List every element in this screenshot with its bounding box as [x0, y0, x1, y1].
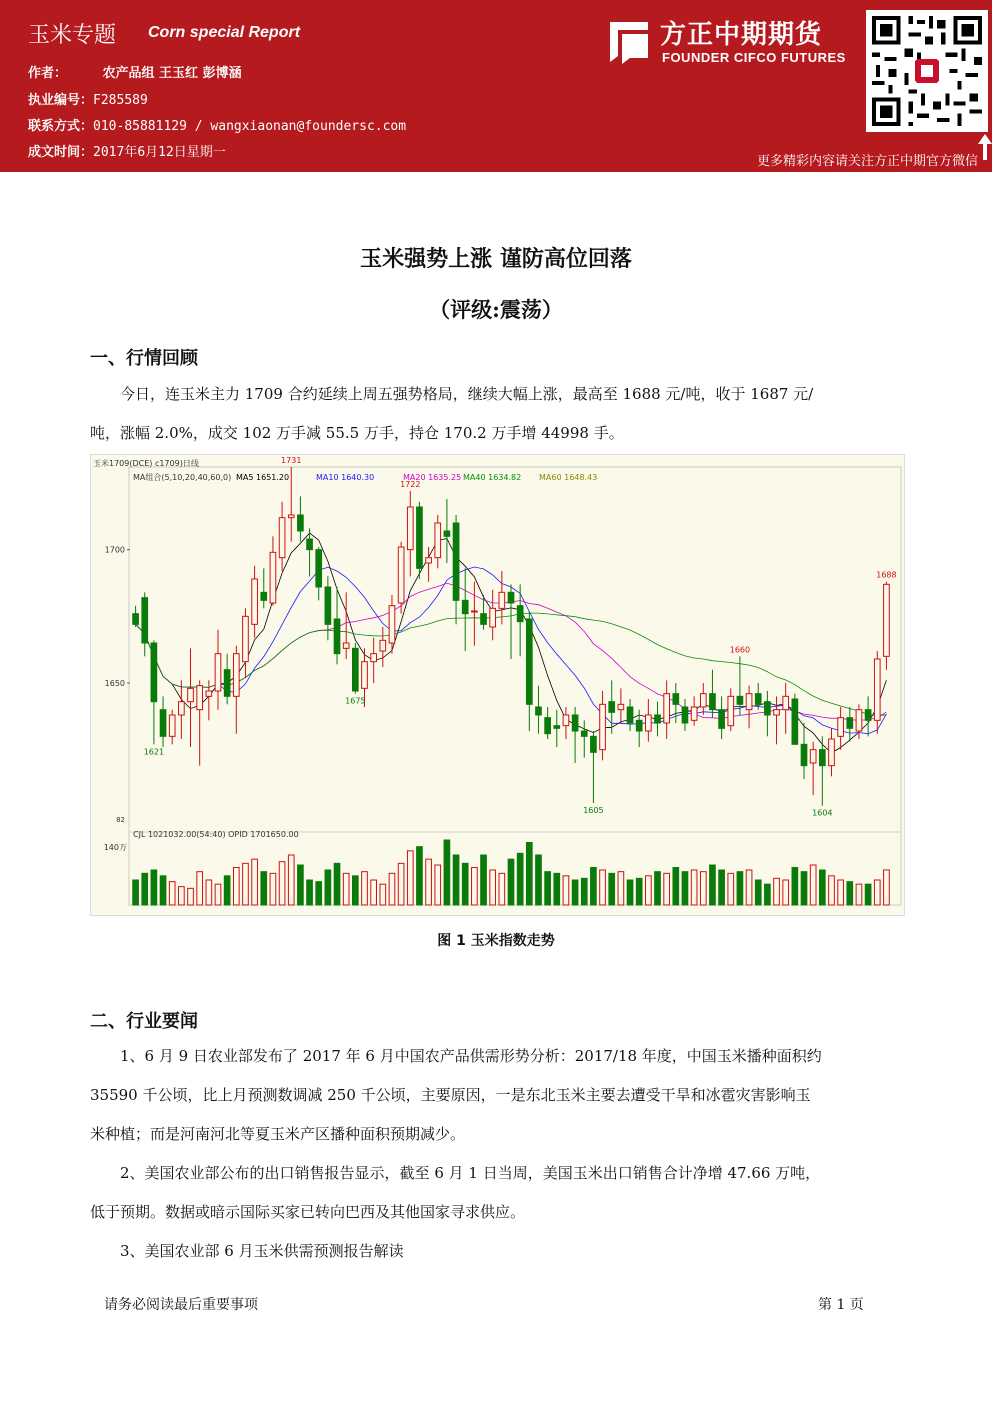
ma-legend-item: MA60 1648.43: [539, 473, 598, 482]
candle-down: [710, 694, 716, 710]
section-heading-industry-news: 二、行业要闻: [90, 1011, 198, 1032]
candle-up: [563, 715, 569, 726]
follow-wechat-text: 更多精彩内容请关注方正中期官方微信: [756, 154, 978, 169]
candle-down: [581, 731, 587, 736]
candle-up: [270, 552, 276, 603]
volume-bar: [810, 865, 816, 905]
candle-down: [765, 702, 771, 715]
candle-down: [417, 507, 423, 568]
author-value: 农产品组 王玉红 彭博涵: [102, 66, 242, 81]
company-logo: [600, 12, 860, 68]
news-1-line-2: 35590 千公顷，比上月预测数调减 250 千公顷，主要原因，一是东北玉米主要去遭受干旱和冰雹灾害影响玉: [90, 1086, 811, 1104]
candle-down: [572, 715, 578, 731]
volume-bar: [472, 868, 478, 906]
candle-down: [298, 515, 304, 531]
volume-bar: [343, 873, 349, 905]
volume-bar: [298, 865, 304, 905]
news-item-1: [90, 1037, 902, 1154]
candle-up: [188, 688, 194, 701]
ma-legend-item: MA40 1634.82: [463, 473, 522, 482]
candle-down: [609, 702, 615, 713]
author-row: [28, 62, 242, 81]
volume-bar: [288, 855, 294, 905]
candle-down: [151, 643, 157, 702]
candle-up: [646, 715, 652, 731]
candle-up: [856, 710, 862, 731]
candle-up: [362, 662, 368, 689]
volume-bar: [426, 859, 432, 905]
candle-down: [801, 744, 807, 765]
candle-up: [829, 739, 835, 766]
candle-down: [545, 718, 551, 734]
volume-bar: [481, 855, 487, 905]
volume-bar: [499, 873, 505, 905]
candle-down: [508, 592, 514, 603]
news-2-line-2: 低于预期。数据或暗示国际买家已转向巴西及其他国家寻求供应。: [90, 1203, 526, 1221]
candle-up: [398, 547, 404, 603]
candle-down: [462, 600, 468, 613]
candle-up: [169, 715, 175, 736]
volume-bar: [691, 870, 697, 905]
chart-status-text: CJL 1021032.00(54:40) OPID 1701650.00: [133, 830, 299, 839]
volume-bar: [600, 870, 606, 905]
price-annotation: 1605: [583, 806, 604, 815]
candle-down: [737, 696, 743, 704]
volume-bar: [133, 880, 139, 905]
volume-bar: [655, 872, 661, 905]
volume-bar: [233, 868, 239, 906]
section-heading-market-review: 一、行情回顾: [90, 348, 198, 369]
volume-bar: [572, 880, 578, 905]
volume-bar: [801, 872, 807, 905]
candle-down: [554, 726, 560, 729]
volume-bar: [591, 868, 597, 906]
news-2-line-1: 2、美国农业部公布的出口销售报告显示，截至 6 月 1 日当周，美国玉米出口销售合计净增 47.66 万吨，: [120, 1164, 821, 1182]
price-annotation: 1675: [345, 696, 366, 706]
candle-up: [810, 750, 816, 763]
volume-bar: [627, 880, 633, 905]
candle-up: [874, 659, 880, 720]
candle-down: [673, 694, 679, 705]
ma-legend-item: MA5 1651.20: [236, 473, 290, 482]
candle-down: [334, 619, 340, 654]
license-label: 执业编号：: [28, 93, 94, 108]
volume-bar: [874, 880, 880, 905]
candle-down: [755, 694, 761, 705]
volume-bar: [169, 882, 175, 905]
volume-bar: [755, 880, 761, 905]
report-header: [0, 0, 992, 172]
news-item-3: [90, 1232, 902, 1271]
volume-bar: [545, 872, 551, 905]
ma-legend-item: MA10 1640.30: [316, 473, 375, 482]
candle-up: [197, 686, 203, 710]
candle-up: [371, 654, 377, 662]
volume-bar: [417, 847, 423, 905]
date-value: 2017年6月12日星期一: [93, 145, 226, 160]
volume-bar: [352, 876, 358, 905]
volume-bar: [838, 880, 844, 905]
volume-axis-label: 140万: [103, 843, 127, 852]
volume-bar: [215, 884, 221, 905]
candle-up: [618, 704, 624, 709]
volume-bar: [856, 884, 862, 905]
volume-bar: [462, 863, 468, 905]
volume-bar: [380, 884, 386, 905]
volume-bar: [536, 855, 542, 905]
document-title: 玉米强势上涨 谨防高位回落: [360, 247, 632, 272]
volume-bar: [279, 862, 285, 905]
volume-bar: [737, 872, 743, 905]
price-annotation: 1621: [143, 747, 165, 757]
candle-up: [233, 654, 239, 697]
news-1-line-3: 米种植；而是河南河北等夏玉米产区播种面积预期减少。: [90, 1125, 466, 1143]
candle-down: [865, 710, 871, 721]
news-3-line-1: 3、美国农业部 6 月玉米供需预测报告解读: [120, 1242, 404, 1260]
volume-bar: [490, 870, 496, 905]
wechat-qr-code[interactable]: [866, 10, 988, 132]
candle-up: [700, 694, 706, 707]
volume-bar: [728, 873, 734, 905]
candle-down: [261, 592, 267, 600]
candle-down: [481, 614, 487, 625]
candle-up: [206, 691, 212, 696]
logo-chinese-name: 方正中期期货: [660, 20, 823, 50]
candle-down: [719, 710, 725, 729]
candle-down: [819, 750, 825, 766]
price-annotation: 1688: [876, 570, 897, 580]
candle-up: [472, 611, 478, 612]
candle-up: [279, 518, 285, 558]
candle-down: [224, 670, 230, 697]
volume-bar: [847, 882, 853, 905]
contact-label: 联系方式：: [28, 119, 94, 134]
market-review-line-2: 吨，涨幅 2.0%，成交 102 万手减 55.5 万手，持仓 170.2 万手增 44998 手。: [90, 424, 624, 442]
volume-bar: [334, 863, 340, 905]
footer-page-number: 第 1 页: [818, 1297, 864, 1313]
volume-bar: [609, 873, 615, 905]
candle-up: [380, 640, 386, 651]
volume-bar: [783, 880, 789, 905]
candle-down: [636, 720, 642, 731]
volume-bar: [829, 876, 835, 905]
contact-row: [28, 115, 406, 134]
volume-bar: [160, 876, 166, 905]
volume-bar: [307, 880, 313, 905]
ma-legend-item: MA20 1635.25: [403, 473, 462, 482]
volume-bar: [884, 870, 890, 905]
volume-bar: [554, 873, 560, 905]
volume-bar: [700, 872, 706, 905]
candle-up: [243, 616, 249, 661]
date-label: 成文时间：: [28, 145, 94, 160]
volume-bar: [151, 870, 157, 905]
news-1-line-1: 1、6 月 9 日农业部发布了 2017 年 6 月中国农产品供需形势分析：2017/18 年度，中国玉米播种面积约: [120, 1047, 822, 1065]
volume-bar: [142, 873, 148, 905]
candle-up: [389, 606, 395, 643]
report-type-title: 玉米专题: [28, 23, 117, 48]
candle-up: [179, 702, 185, 715]
candle-down: [160, 710, 166, 737]
volume-bar: [819, 870, 825, 905]
candle-up: [435, 523, 441, 558]
candle-up: [426, 558, 432, 563]
volume-bar: [618, 872, 624, 905]
volume-bar: [563, 876, 569, 905]
candle-down: [142, 598, 148, 643]
axis-extra-label: 82: [116, 816, 125, 824]
candle-down: [627, 707, 633, 723]
volume-bar: [517, 853, 523, 905]
corn-index-chart: [90, 454, 905, 916]
candle-down: [307, 539, 313, 550]
candle-down: [792, 699, 798, 744]
candle-up: [288, 515, 294, 518]
candle-down: [536, 707, 542, 715]
arrow-up-icon: [978, 134, 992, 160]
candle-down: [655, 715, 661, 723]
contact-value: 010-85881129 / wangxiaonan@foundersc.com: [93, 119, 407, 134]
market-review-line-1: 今日，连玉米主力 1709 合约延续上周五强势格局，继续大幅上涨，最高至 1688 元/吨，收于 1687 元/: [120, 385, 814, 403]
volume-bar: [325, 870, 331, 905]
candle-up: [664, 694, 670, 723]
chart-title: 玉米1709(DCE) c1709)日线: [93, 459, 199, 468]
candle-up: [783, 696, 789, 709]
volume-bar: [765, 884, 771, 905]
date-row: [28, 141, 226, 160]
license-row: [28, 89, 148, 108]
footer-disclaimer-note: 请务必阅读最后重要事项: [104, 1297, 258, 1313]
candle-up: [691, 707, 697, 720]
candle-up: [252, 579, 258, 624]
candle-down: [316, 550, 322, 587]
price-annotation: 1604: [812, 808, 833, 818]
candle-down: [847, 718, 853, 729]
volume-bar: [682, 872, 688, 905]
volume-bar: [362, 872, 368, 905]
ma-legend-item: MA组合(5,10,20,40,60,0): [133, 473, 232, 482]
volume-bar: [188, 888, 194, 905]
volume-bar: [243, 863, 249, 905]
volume-bar: [261, 872, 267, 905]
price-annotation: 1660: [729, 645, 751, 655]
price-annotation: 1722: [400, 480, 421, 489]
candle-up: [490, 608, 496, 627]
volume-bar: [435, 865, 441, 905]
candlestick-chart-svg: [91, 455, 906, 917]
volume-bar: [719, 870, 725, 905]
candle-up: [499, 592, 505, 608]
license-value: F285589: [93, 93, 148, 108]
document-rating: （评级:震荡）: [429, 297, 563, 322]
candle-down: [444, 531, 450, 536]
volume-bar: [316, 882, 322, 905]
market-review-paragraph: [90, 375, 902, 453]
volume-bar: [453, 855, 459, 905]
candle-down: [453, 523, 459, 600]
candle-down: [591, 736, 597, 752]
volume-bar: [444, 840, 450, 905]
candle-up: [774, 710, 780, 715]
candle-up: [600, 704, 606, 749]
volume-bar: [371, 880, 377, 905]
figure-caption: 图 1 玉米指数走势: [437, 933, 555, 949]
founder-logo-icon: [606, 16, 652, 64]
volume-bar: [252, 859, 258, 905]
volume-bar: [664, 873, 670, 905]
volume-bar: [508, 859, 514, 905]
candle-down: [526, 619, 532, 704]
y-tick-label: 1700: [104, 545, 125, 555]
candle-up: [407, 507, 413, 550]
y-tick-label: 1650: [104, 679, 125, 688]
volume-bar: [179, 887, 185, 905]
report-type-subtitle: Corn special Report: [148, 24, 301, 41]
volume-bar: [865, 884, 871, 905]
candle-down: [325, 587, 331, 624]
volume-bar: [746, 870, 752, 905]
volume-bar: [270, 873, 276, 905]
volume-bar: [224, 876, 230, 905]
candle-up: [746, 694, 752, 710]
volume-bar: [636, 878, 642, 905]
news-item-2: [90, 1154, 902, 1232]
volume-bar: [673, 868, 679, 906]
price-annotation: 1731: [281, 456, 302, 465]
volume-bar: [206, 880, 212, 905]
candle-down: [133, 614, 139, 625]
volume-bar: [792, 868, 798, 906]
volume-bar: [646, 876, 652, 905]
candle-up: [728, 696, 734, 725]
volume-bar: [710, 865, 716, 905]
author-label: 作者：: [28, 66, 68, 81]
candle-up: [343, 643, 349, 648]
volume-bar: [774, 878, 780, 905]
candle-up: [884, 584, 890, 656]
candle-down: [517, 606, 523, 622]
candle-up: [215, 654, 221, 691]
volume-bar: [197, 872, 203, 905]
candle-down: [352, 648, 358, 691]
candle-up: [838, 718, 844, 737]
volume-bar: [526, 843, 532, 906]
volume-bar: [581, 878, 587, 905]
volume-bar: [398, 863, 404, 905]
volume-bar: [407, 851, 413, 905]
logo-english-name: FOUNDER CIFCO FUTURES: [662, 50, 846, 65]
candle-down: [682, 707, 688, 723]
volume-bar: [389, 873, 395, 905]
